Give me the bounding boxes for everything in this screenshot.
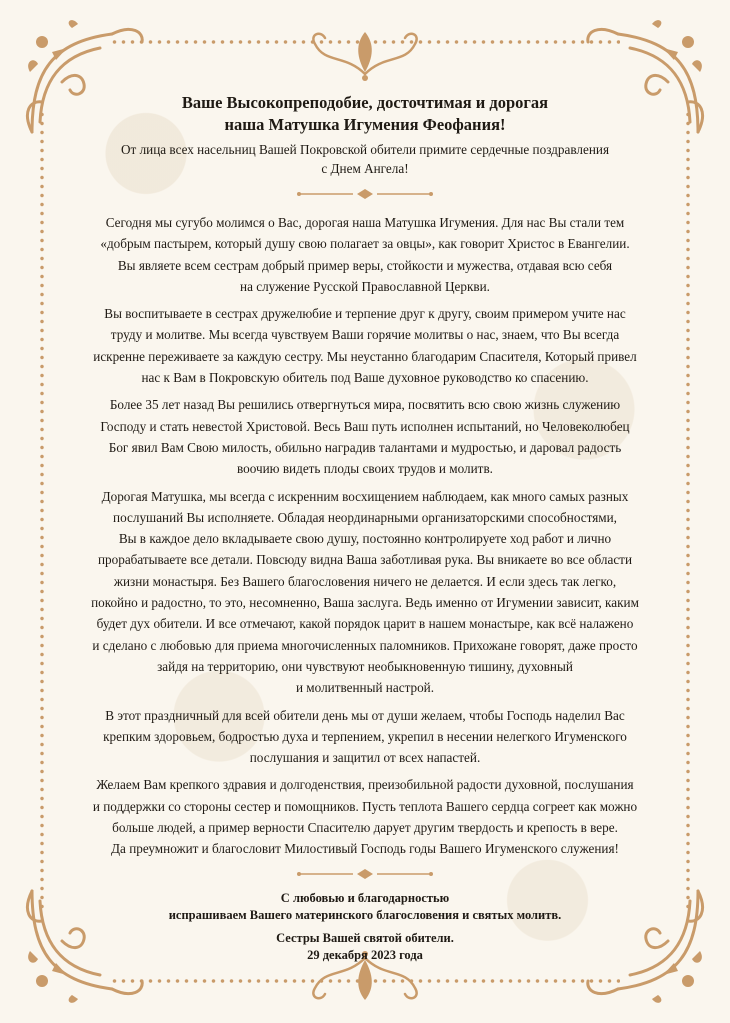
right-dotted-border: [686, 110, 690, 913]
subtitle-line-1: От лица всех насельниц Вашей Покровской обители примите сердечные поздравления: [120, 142, 610, 157]
letter-content: [60, 92, 670, 964]
paragraph-line: Да преумножит и благословит Милостивый Господь годы Вашего Игуменского служения!: [111, 841, 619, 857]
paragraph-line: воочию видеть плоды своих трудов и молитв.: [237, 461, 493, 477]
title-line-2: наша Матушка Игумения Феофания!: [224, 115, 506, 134]
letter-title: [60, 92, 670, 136]
subtitle-line-2: с Днем Ангела!: [321, 161, 409, 176]
paragraph-line: послушаний Вы исполняете. Обладая неординарными организаторскими способностями,: [113, 509, 617, 525]
divider-ornament-icon: [295, 868, 435, 880]
paragraph-line: жизни монастыря. Без Вашего благословения ничего не делается. И если здесь так легко,: [113, 573, 617, 589]
title-line-1: Ваше Высокопреподобие, досточтимая и дорогая: [181, 93, 549, 112]
left-dotted-border: [40, 110, 44, 913]
letter-subtitle: [80, 140, 650, 178]
paragraph-line: послушания и защитил от всех напастей.: [249, 750, 481, 766]
paragraph-line: Сегодня мы сугубо молимся о Вас, дорогая наша Матушка Игумения. Для нас Вы стали тем: [105, 215, 625, 230]
paragraph: [60, 212, 670, 297]
paragraph: [60, 705, 670, 769]
paragraph-line: Господу и стать невестой Христовой. Весь Ваш путь исполнен испытаний, но Человеколюбец: [100, 418, 630, 434]
paragraph-line: В этот праздничный для всей обители день мы от души желаем, чтобы Господь наделил Вас: [105, 707, 625, 723]
letter-closing: [60, 890, 670, 964]
closing-line-1: С любовью и благодарностью: [280, 890, 450, 905]
paragraph: [60, 774, 670, 859]
fleuron-icon: [285, 24, 445, 84]
paragraph-line: и поддержки со стороны сестер и помощников. Пусть теплота Вашего сердца согреет как можно: [92, 798, 638, 814]
letter-date: 29 декабря 2023 года: [307, 947, 423, 962]
closing-line-2: испрашиваем Вашего материнского благословения и святых молитв.: [168, 907, 562, 922]
letter-body: [60, 212, 670, 860]
paragraph-line: «добрым пастырем, который душу свою полагает за овцы», как говорит Христос в Евангелии.: [100, 236, 630, 252]
paragraph: [60, 486, 670, 699]
paragraph-line: Вы в каждое дело вкладываете свою душу, постоянно контролируете ход работ и лично: [118, 531, 612, 547]
paragraph-line: на служение Русской Православной Церкви.: [240, 278, 490, 294]
paragraph-line: нас к Вам в Покровскую обитель под Ваше духовное руководство ко спасению.: [141, 370, 589, 386]
paragraph-line: будет дух обители. И все отмечают, какой порядок царит в нашем монастыре, как всё налажено: [96, 616, 634, 632]
signature: Сестры Вашей святой обители.: [276, 930, 454, 945]
paragraph-line: и молитвенный настрой.: [295, 680, 435, 696]
paragraph-line: Желаем Вам крепкого здравия и долгоденствия, преизобильной радости духовной, послушания: [96, 777, 634, 793]
paragraph-line: зайдя на территорию, они чувствуют необыкновенную тишину, духовный: [157, 658, 573, 674]
paragraph-line: Вы воспитываете в сестрах дружелюбие и терпение друг к другу, своим примером учите нас: [104, 306, 626, 322]
paragraph-line: покойно и радостно, то это, несомненно, Ваша заслуга. Ведь именно от Игумении зависит, каким: [91, 595, 639, 611]
paragraph-line: прорабатываете все детали. Повсюду видна Ваша заботливая рука. Вы вникаете во все области: [97, 552, 632, 568]
paragraph-line: и сделано с любовью для приема многочисленных паломников. Прихожане говорят, даже просто: [92, 637, 638, 653]
paragraph: [60, 303, 670, 388]
paragraph-line: больше людей, а пример верности Спасителю дарует другим твердость и крепость в вере.: [112, 820, 618, 836]
paragraph-line: труду и молитве. Мы всегда чувствуем Ваши горячие молитвы о нас, знаем, что Вы всегда: [110, 327, 620, 343]
paragraph-line: Вы являете всем сестрам добрый пример веры, стойкости и мужества, отдавая всю себя: [117, 257, 613, 273]
paragraph-line: Бог явил Вам Свою милость, обильно наградив талантами и мудростью, и даровал радость: [108, 439, 622, 455]
paragraph-line: Более 35 лет назад Вы решились отвергнуться мира, посвятить всю свою жизнь служению: [109, 397, 621, 413]
paragraph-line: искренне переживаете за каждую сестру. Мы неустанно благодарим Спасителя, Который привел: [93, 348, 637, 364]
paragraph-line: крепким здоровьем, бодростью духа и терпением, укрепил в несении нелегкого Игуменского: [103, 728, 627, 744]
paragraph-line: Дорогая Матушка, мы всегда с искренним восхищением наблюдаем, как много самых разных: [101, 488, 629, 504]
divider-ornament-icon: [295, 188, 435, 200]
paragraph: [60, 394, 670, 479]
